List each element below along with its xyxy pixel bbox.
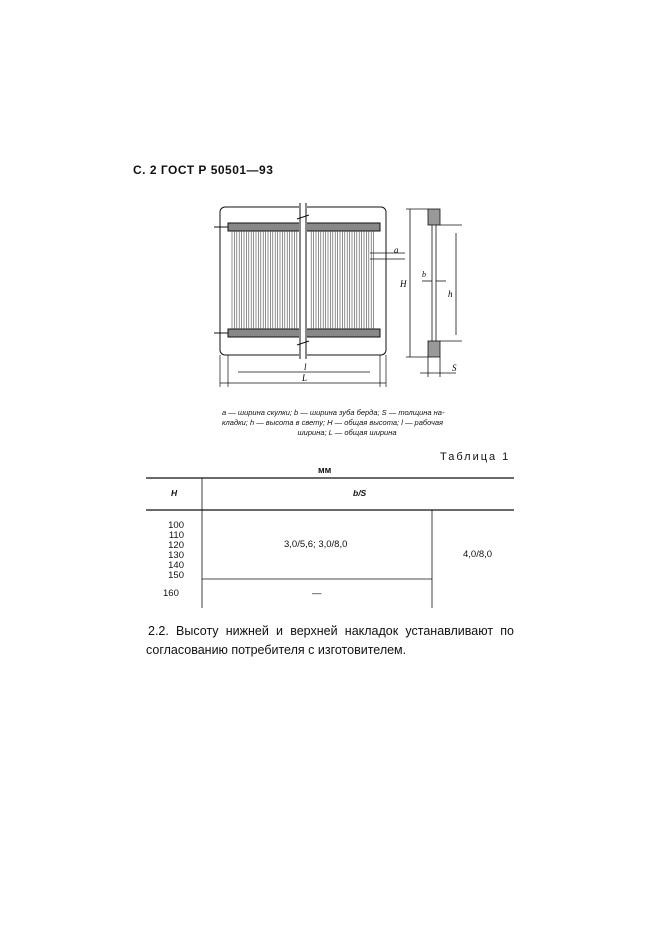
h-value: 130	[168, 550, 184, 561]
label-b: b	[422, 270, 426, 279]
caption-line-3: ширина; L — общая ширина	[297, 428, 397, 437]
page-header: С. 2 ГОСТ Р 50501—93	[133, 163, 274, 177]
table-header-bs: b/S	[353, 488, 367, 498]
h-value-last: 160	[163, 588, 179, 599]
h-value: 110	[168, 530, 184, 541]
label-H: H	[400, 279, 407, 289]
label-a: a	[394, 245, 399, 255]
caption-line-1: a — ширина скулки; b — ширина зуба берда; S — толщина на-	[222, 408, 445, 417]
table-units: мм	[318, 465, 332, 475]
label-S: S	[452, 363, 457, 373]
cell-bs-dash: —	[312, 588, 322, 599]
cell-bs-main: 3,0/5,6; 3,0/8,0	[284, 539, 348, 550]
h-value: 120	[168, 540, 184, 551]
label-h: h	[448, 289, 453, 299]
table-title: Таблица 1	[440, 451, 511, 463]
label-L: L	[302, 373, 308, 383]
h-value: 150	[168, 570, 184, 581]
label-l: l	[304, 362, 307, 372]
h-value: 100	[168, 520, 184, 531]
caption-line-2: кладки; h — высота в свету; H — общая высота; l — рабочая	[222, 418, 444, 427]
h-value: 140	[168, 560, 184, 571]
h-values-list	[160, 521, 184, 581]
table-header-h: H	[171, 488, 178, 498]
cell-bs-right: 4,0/8,0	[463, 549, 493, 560]
body-paragraph: 2.2. Высоту нижней и верхней накладок устанавливают по согласованию потребителя с изготовителем.	[146, 624, 514, 657]
